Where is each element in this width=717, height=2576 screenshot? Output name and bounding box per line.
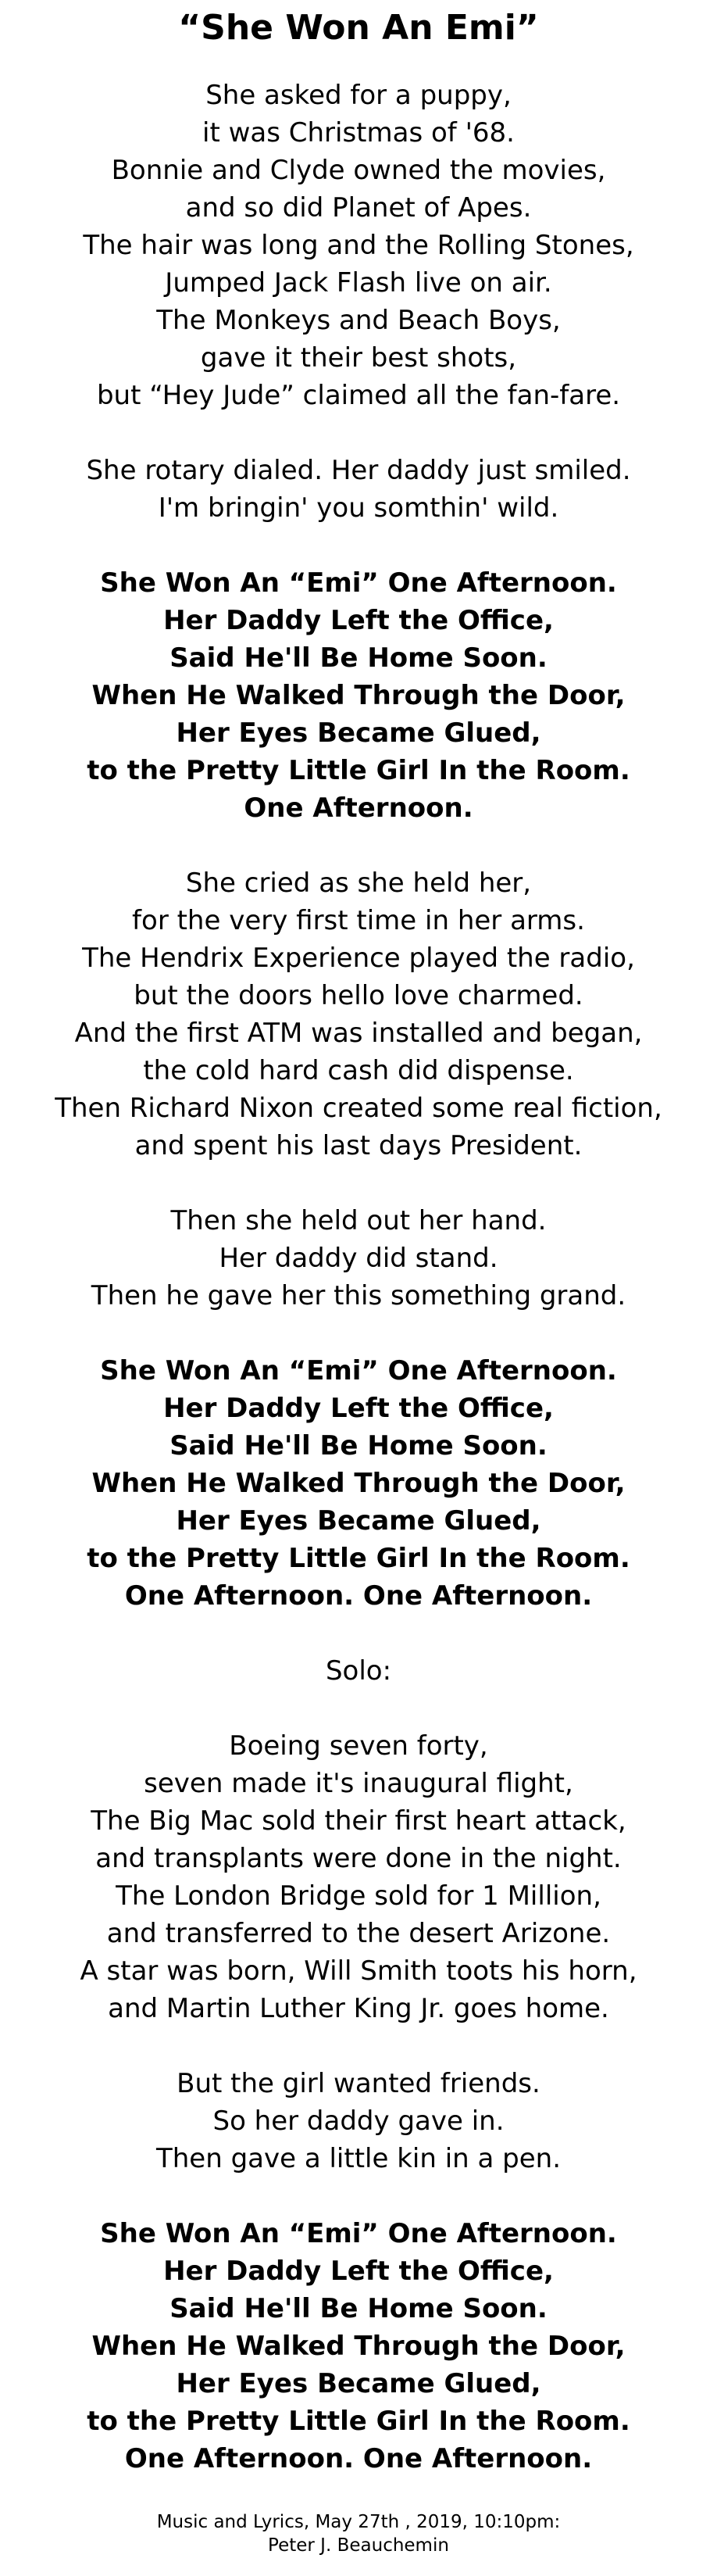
lyric-line: Her Daddy Left the Office, <box>163 2256 554 2287</box>
lyric-line: The Big Mac sold their first heart attack, <box>91 1805 626 1837</box>
lyric-line: So her daddy gave in. <box>212 2106 505 2137</box>
lyric-line: seven made it's inaugural flight, <box>144 1768 573 1799</box>
lyric-line: and spent his last days President. <box>134 1130 583 1161</box>
lyric-line: to the Pretty Little Girl In the Room. <box>87 2406 630 2437</box>
lyric-line: but “Hey Jude” claimed all the fan-fare. <box>96 380 621 411</box>
prechorus-1 <box>0 452 717 527</box>
lyric-line: Her Eyes Became Glued, <box>176 2368 541 2399</box>
lyric-line: Then she held out her hand. <box>170 1205 547 1236</box>
spacer <box>0 527 717 564</box>
spacer <box>0 1165 717 1202</box>
prechorus-2 <box>0 1202 717 1315</box>
spacer <box>0 56 717 77</box>
song-title: “She Won An Emi” <box>178 8 539 48</box>
lyric-line: Then he gave her this something grand. <box>91 1280 626 1311</box>
lyric-line: She rotary dialed. Her daddy just smiled. <box>86 455 631 486</box>
spacer <box>0 2177 717 2215</box>
spacer <box>0 1315 717 1352</box>
lyric-line: When He Walked Through the Door, <box>91 1468 626 1499</box>
verse-3 <box>0 1727 717 2027</box>
lyric-line: A star was born, Will Smith toots his horn, <box>80 1955 637 1987</box>
chorus-2 <box>0 1352 717 1615</box>
lyric-line: and transplants were done in the night. <box>95 1843 622 1874</box>
spacer <box>0 1690 717 1727</box>
lyric-line: Boeing seven forty, <box>229 1730 488 1762</box>
credits <box>0 2510 717 2557</box>
lyric-line: She Won An “Emi” One Afternoon. <box>100 1355 617 1386</box>
solo-label: Solo: <box>325 1655 392 1687</box>
spacer <box>0 2478 717 2510</box>
chorus-3 <box>0 2215 717 2478</box>
prechorus-3 <box>0 2065 717 2177</box>
lyric-line: Bonnie and Clyde owned the movies, <box>111 155 606 186</box>
lyric-line: She cried as she held her, <box>185 868 532 899</box>
lyric-line: Jumped Jack Flash live on air. <box>165 267 552 299</box>
lyric-line: She asked for a puppy, <box>205 80 512 111</box>
author-name: Peter J. Beauchemin <box>268 2535 449 2556</box>
lyric-line: One Afternoon. One Afternoon. <box>124 1580 593 1612</box>
lyric-line: and so did Planet of Apes. <box>185 192 532 224</box>
spacer <box>0 414 717 452</box>
lyric-line: Then gave a little kin in a pen. <box>155 2143 562 2174</box>
lyric-line: to the Pretty Little Girl In the Room. <box>87 1543 630 1574</box>
lyric-line: The hair was long and the Rolling Stones, <box>83 230 634 261</box>
lyric-line: to the Pretty Little Girl In the Room. <box>87 755 630 786</box>
lyric-line: Said He'll Be Home Soon. <box>169 2293 548 2324</box>
lyric-line: but the doors hello love charmed. <box>134 980 583 1011</box>
lyric-line: And the first ATM was installed and began, <box>74 1018 643 1049</box>
lyric-line: The Hendrix Experience played the radio, <box>82 943 635 974</box>
lyric-line: the cold hard cash did dispense. <box>143 1055 574 1086</box>
lyric-line: Her Eyes Became Glued, <box>176 1505 541 1537</box>
lyric-line: Her Eyes Became Glued, <box>176 717 541 749</box>
verse-1 <box>0 77 717 414</box>
credits-line: Music and Lyrics, May 27th , 2019, 10:10pm: <box>156 2512 561 2532</box>
spacer <box>0 2027 717 2065</box>
lyric-line: She Won An “Emi” One Afternoon. <box>100 567 617 599</box>
lyric-line: She Won An “Emi” One Afternoon. <box>100 2218 617 2249</box>
spacer <box>0 1615 717 1652</box>
lyric-line: Then Richard Nixon created some real fiction, <box>55 1093 662 1124</box>
verse-2 <box>0 864 717 1165</box>
lyric-line: and transferred to the desert Arizone. <box>106 1918 611 1949</box>
lyric-line: for the very first time in her arms. <box>132 905 585 936</box>
lyric-line: One Afternoon. <box>244 792 473 824</box>
lyric-line: Said He'll Be Home Soon. <box>169 642 548 674</box>
lyric-line: But the girl wanted friends. <box>177 2068 540 2099</box>
lyric-line: One Afternoon. One Afternoon. <box>124 2443 593 2474</box>
lyric-line: Her Daddy Left the Office, <box>163 1393 554 1424</box>
lyric-line: The Monkeys and Beach Boys, <box>156 305 561 336</box>
lyric-line: and Martin Luther King Jr. goes home. <box>108 1993 609 2024</box>
lyric-line: Her Daddy Left the Office, <box>163 605 554 636</box>
spacer <box>0 827 717 864</box>
lyric-line: When He Walked Through the Door, <box>91 2331 626 2362</box>
lyric-line: Her daddy did stand. <box>219 1243 498 1274</box>
lyric-line: When He Walked Through the Door, <box>91 680 626 711</box>
chorus-1 <box>0 564 717 827</box>
lyric-line: The London Bridge sold for 1 Million, <box>116 1880 601 1912</box>
lyric-line: Said He'll Be Home Soon. <box>169 1430 548 1462</box>
lyric-line: I'm bringin' you somthin' wild. <box>158 492 559 524</box>
lyric-line: gave it their best shots, <box>200 342 517 374</box>
lyric-line: it was Christmas of '68. <box>202 117 515 148</box>
